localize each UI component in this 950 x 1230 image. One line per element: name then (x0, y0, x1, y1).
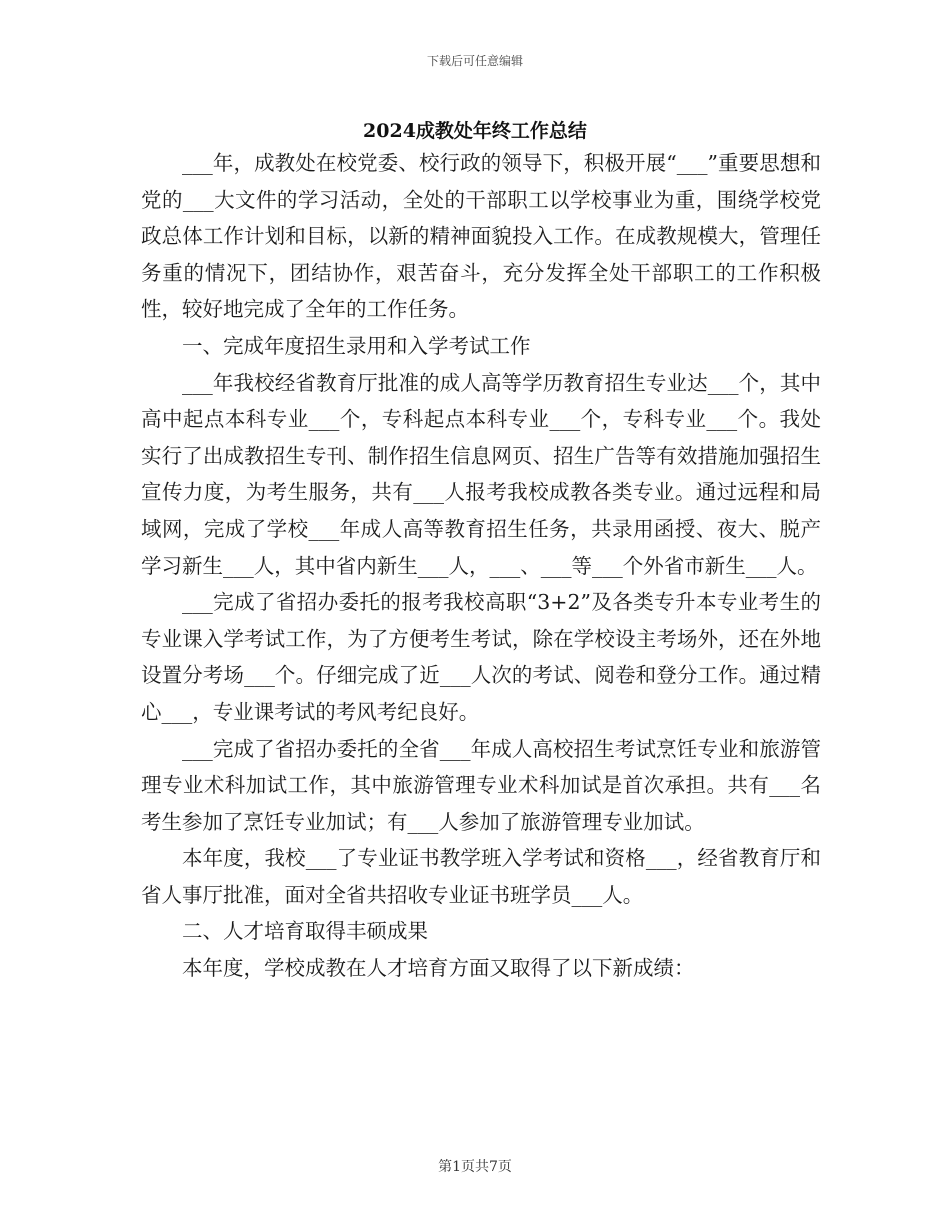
paragraph-certificate-class: 本年度，我校___了专业证书教学班入学考试和资格___，经省教育厅和省人事厅批准，面对全省共招收专业证书班学员___人。 (141, 846, 821, 907)
paragraph-intro: ___年，成教处在校党委、校行政的领导下，积极开展“___”重要思想和党的___大文件的学习活动，全处的干部职工以学校事业为重，围绕学校党政总体工作计划和目标，以新的精神面貌投入工作。在成教规模大，管理任务重的情况下，团结协作，艰苦奋斗，充分发挥全处干部职工的工作积极性，较好地完成了全年的工作任务。 (141, 151, 821, 322)
paragraph-talent-intro: 本年度，学校成教在人才培育方面又取得了以下新成绩： (182, 956, 695, 981)
section-heading-talent: 二、人才培育取得丰硕成果 (182, 919, 428, 944)
paragraph-enrollment: ___年我校经省教育厅批准的成人高等学历教育招生专业达___个，其中高中起点本科专业___个，专科起点本科专业___个，专科专业___个。我处实行了出成教招生专刊、制作招生信息网页、招生广告等有效措施加强招生宣传力度，为考生服务，共有___人报考我校成教各类专业。通过远程和局域网，完成了学校___年成人高等教育招生任务，共录用函授、夜大、脱产学习新生___人，其中省内新生___人，___、___等___个外省市新生___人。 (141, 370, 821, 578)
page-header-note: 下载后可任意编辑 (426, 54, 523, 68)
page-number: 第1页共7页 (438, 1159, 512, 1175)
paragraph-practical-exam: ___完成了省招办委托的全省___年成人高校招生考试烹饪专业和旅游管理专业术科加试工作，其中旅游管理专业术科加试是首次承担。共有___名考生参加了烹饪专业加试；有___人参加了旅游管理专业加试。 (141, 736, 821, 834)
document-title: 2024成教处年终工作总结 (363, 120, 587, 142)
document-body (141, 145, 821, 987)
paragraph-entrance-exam: ___完成了省招办委托的报考我校高职“3+2”及各类专升本专业考生的专业课入学考试工作，为了方便考生考试，除在学校设主考场外，还在外地设置分考场___个。仔细完成了近___人次的考试、阅卷和登分工作。通过精心___，专业课考试的考风考纪良好。 (141, 590, 821, 724)
section-heading-enrollment: 一、完成年度招生录用和入学考试工作 (182, 333, 531, 358)
